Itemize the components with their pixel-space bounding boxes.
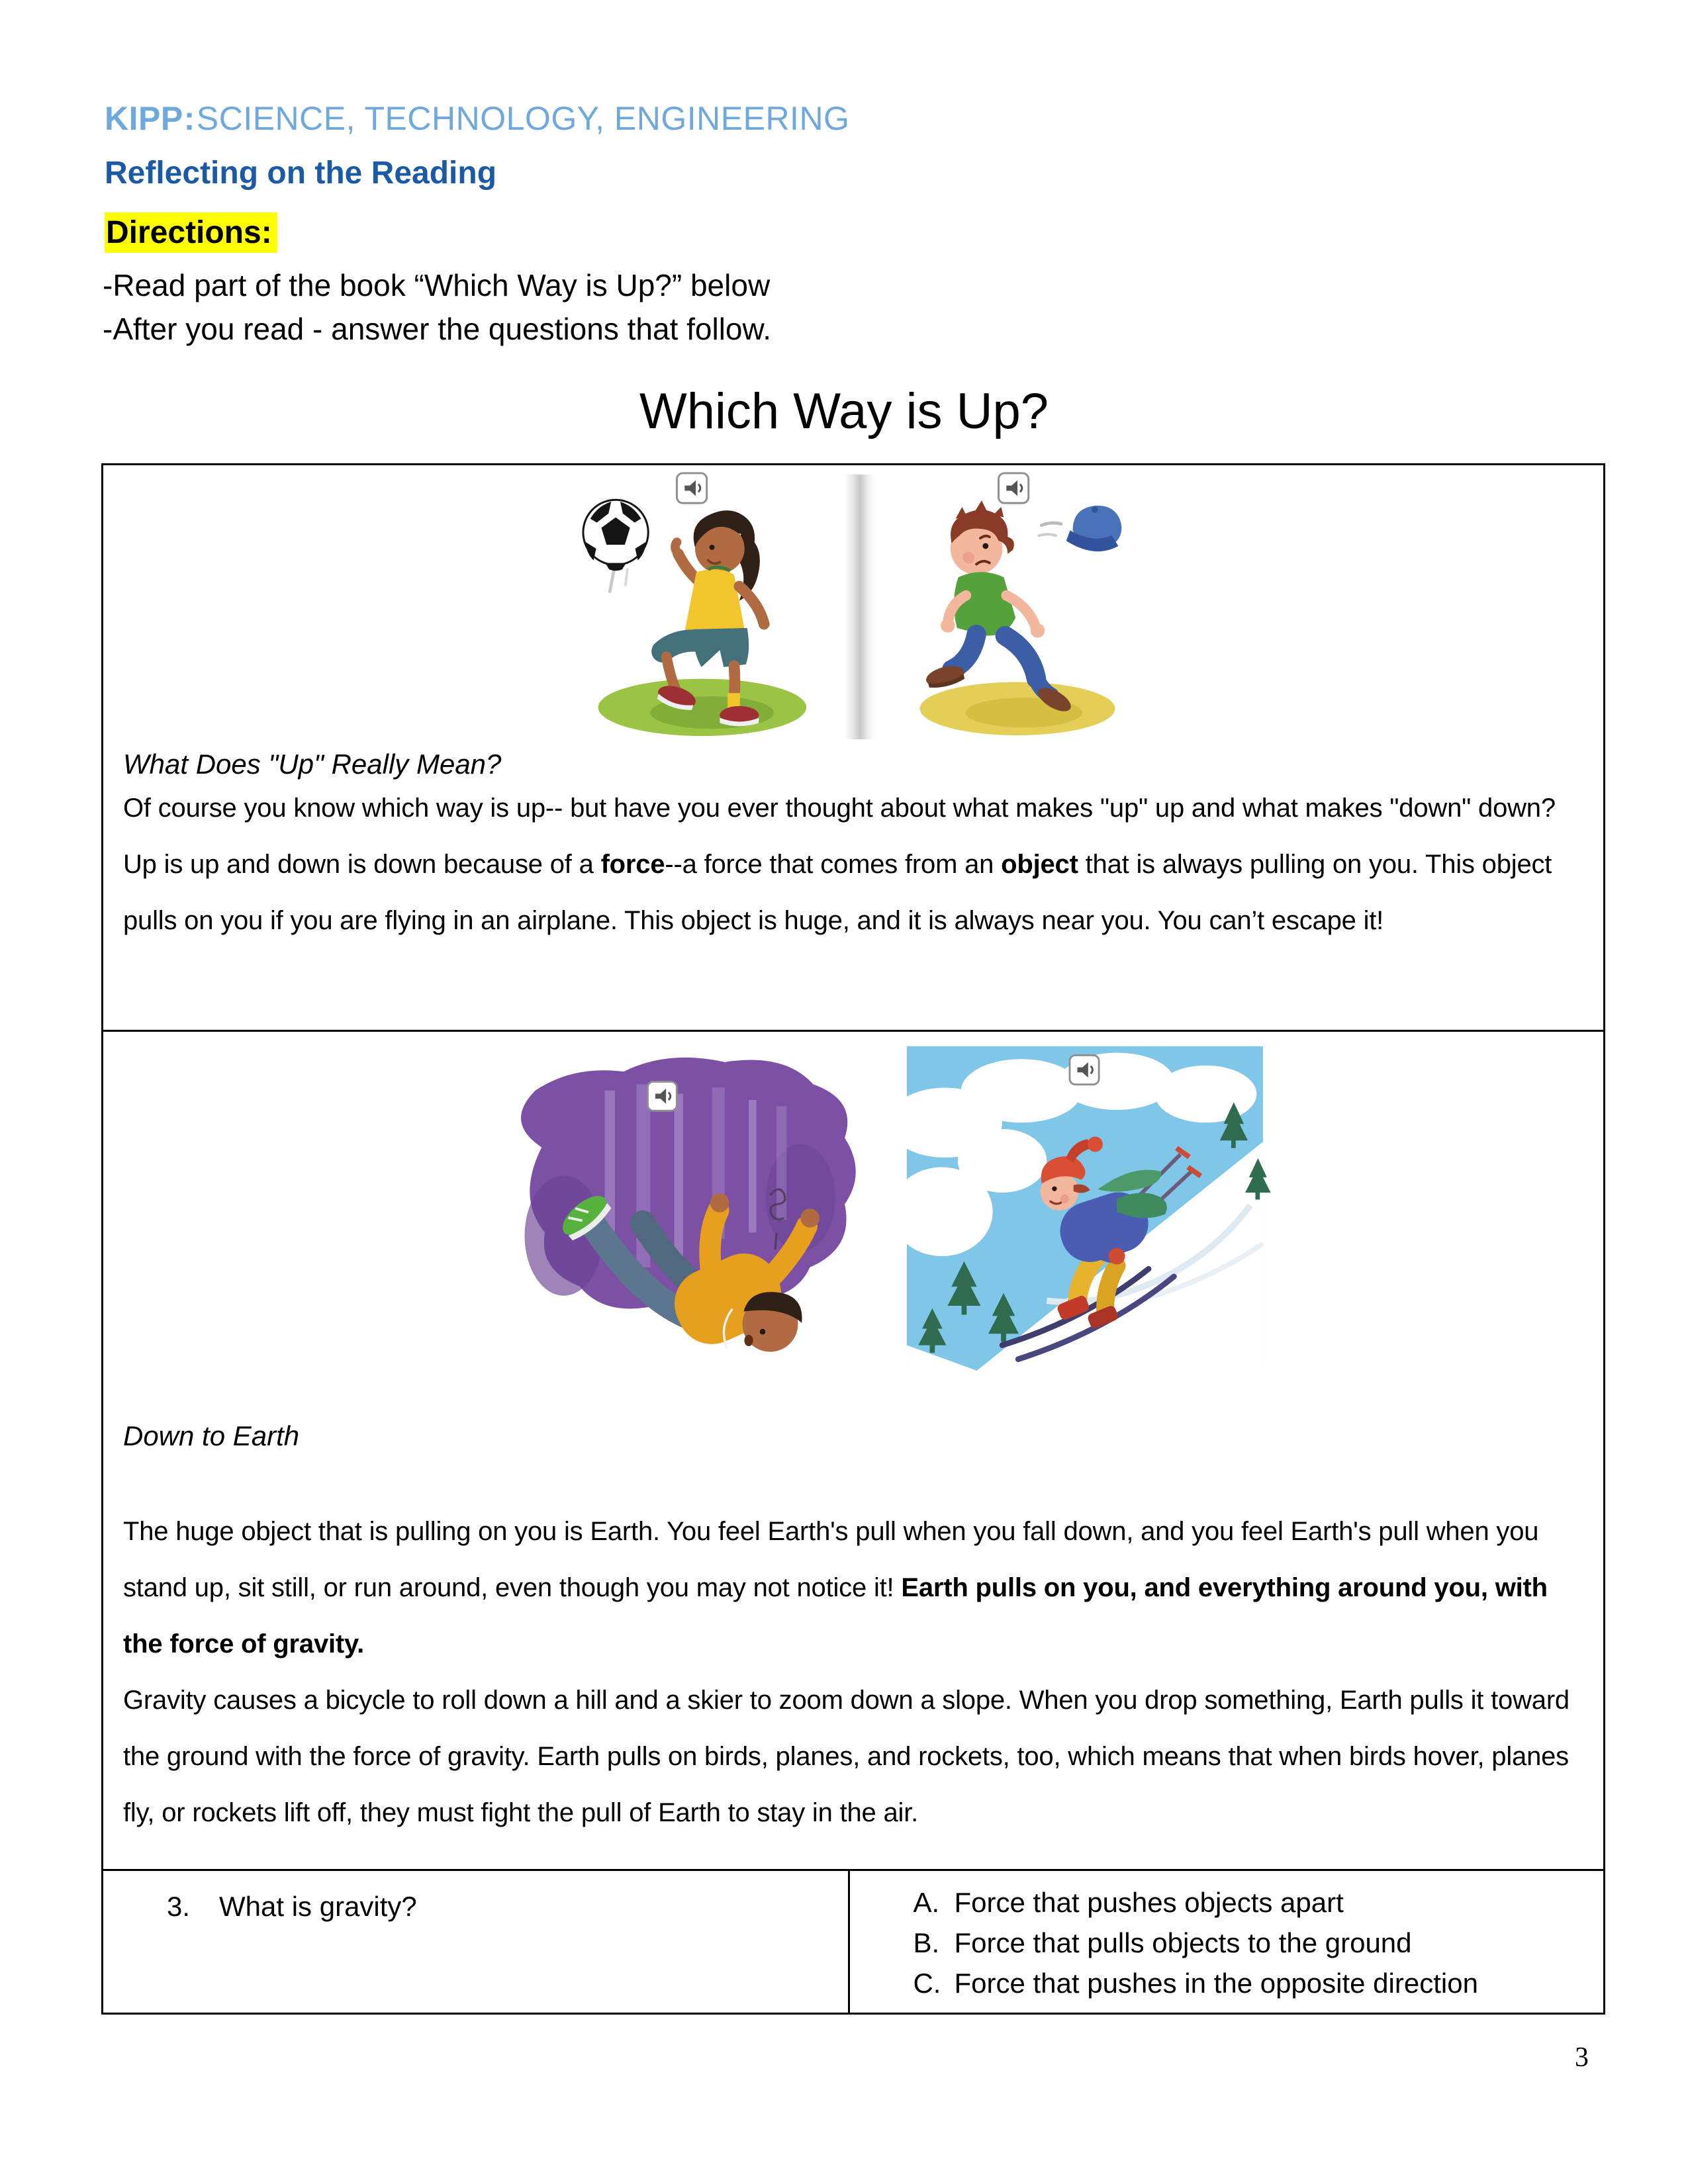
page-number: 3 xyxy=(1575,2042,1589,2073)
kipp-logo-text: KIPP xyxy=(105,100,183,137)
illustration-row-2 xyxy=(103,1032,1603,1387)
answer-option-c xyxy=(913,1968,1593,1999)
directions-line-1: -Read part of the book “Which Way is Up?” below xyxy=(103,268,771,302)
article-title: Which Way is Up? xyxy=(639,383,1049,439)
illustration-falling-boy xyxy=(436,1046,900,1387)
reading-table xyxy=(101,463,1605,2015)
option-text: Force that pulls objects to the ground xyxy=(954,1927,1412,1958)
question-number: 3. xyxy=(167,1891,191,1922)
question-row xyxy=(103,1871,1603,2013)
kipp-brand-header xyxy=(105,99,849,138)
speaker-icon xyxy=(1070,1055,1099,1084)
section2-heading: Down to Earth xyxy=(123,1420,300,1451)
section2-paragraph-2: Gravity causes a bicycle to roll down a hill and a skier to zoom down a slope. When you drop something, Earth pulls it toward the ground with the force of gravity. Earth pulls on birds, planes, and rockets, too, which means that when birds hover, planes fly, or rockets lift off, they must fight the pull of Earth to stay in the air. xyxy=(123,1686,1570,1827)
directions-label-wrap xyxy=(105,214,277,251)
directions-label: Directions: xyxy=(105,212,277,253)
kipp-logo-colon: : xyxy=(183,100,195,137)
book-spine-divider xyxy=(845,475,875,739)
question-cell xyxy=(103,1871,850,2013)
option-letter: C. xyxy=(913,1968,941,1999)
option-letter: A. xyxy=(913,1887,940,1918)
directions-line-2: -After you read - answer the questions that follow. xyxy=(103,312,771,346)
answer-option-a xyxy=(913,1887,1593,1919)
speaker-icon xyxy=(677,473,706,503)
flying-cap xyxy=(1066,506,1122,551)
question-text: What is gravity? xyxy=(219,1891,417,1922)
reading-section-1 xyxy=(103,465,1603,1032)
option-letter: B. xyxy=(913,1927,940,1958)
illustration-skier xyxy=(900,1046,1270,1371)
section2-paragraph-1: The huge object that is pulling on you is Earth. You feel Earth's pull when you fall down, and you feel Earth's pull when you stand up, sit still, or run around, even though you may not notice it! Earth pulls on you, and everything around you, with the force of gravity. xyxy=(123,1517,1548,1659)
page-title: Reflecting on the Reading xyxy=(105,156,497,191)
option-text: Force that pushes objects apart xyxy=(954,1887,1344,1918)
answer-option-b xyxy=(913,1927,1593,1959)
answer-options-cell xyxy=(850,1871,1603,2013)
section1-heading: What Does "Up" Really Mean? xyxy=(123,749,502,780)
speaker-icon xyxy=(647,1081,677,1111)
illustration-girl-soccer xyxy=(547,471,845,739)
illustration-row-1 xyxy=(103,465,1603,739)
soccer-ball xyxy=(583,500,648,570)
option-text: Force that pushes in the opposite direction xyxy=(954,1968,1478,1999)
section1-paragraph: Of course you know which way is up-- but have you ever thought about what makes "up" up and what makes "down" down? Up is up and down is down because of a force--a force that comes from an object that is always pulling on you. This object pulls on you if you are flying in an airplane. This object is huge, and it is always near you. You can’t escape it! xyxy=(123,794,1556,935)
speaker-icon xyxy=(998,473,1028,503)
reading-section-2 xyxy=(103,1032,1603,1871)
kipp-brand-suffix: SCIENCE, TECHNOLOGY, ENGINEERING xyxy=(196,100,850,137)
illustration-boy-running xyxy=(875,471,1160,739)
